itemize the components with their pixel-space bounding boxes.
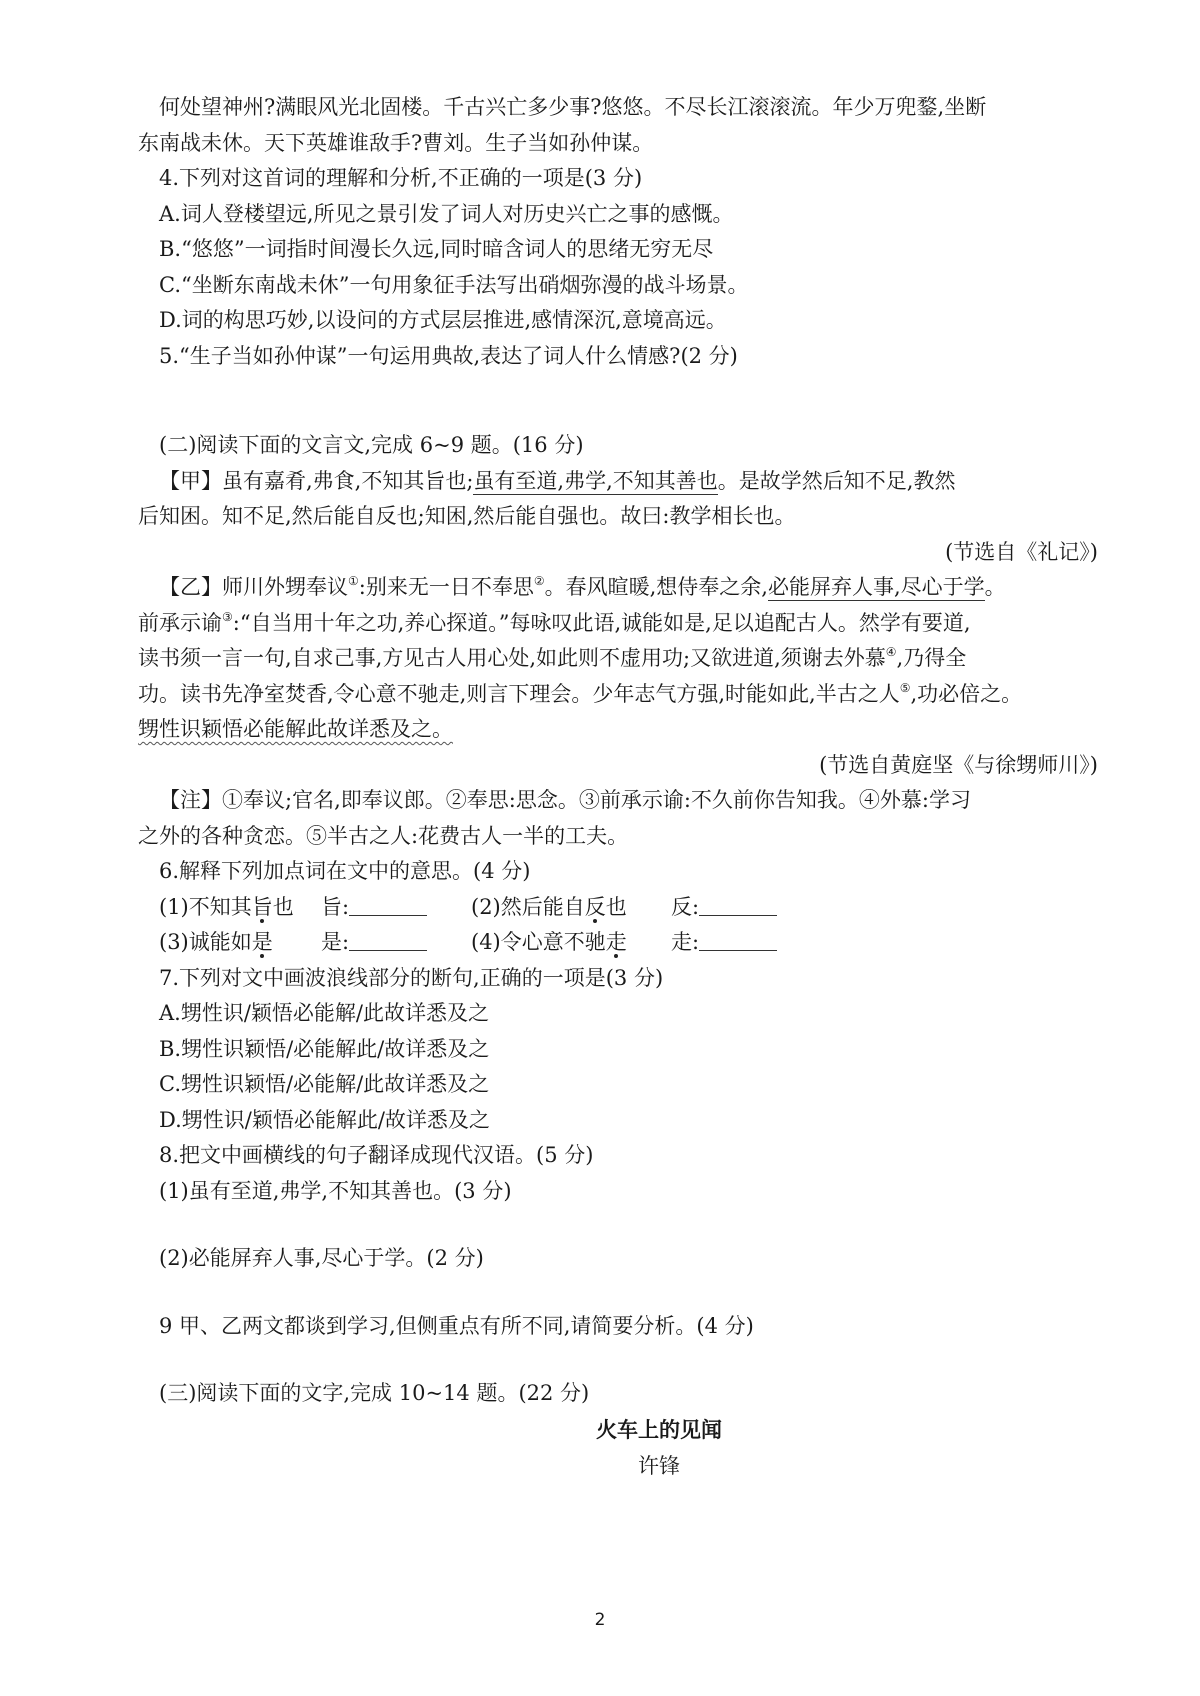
answer-space (138, 374, 1098, 428)
q6-item-4: (4)令心意不驰走 (471, 930, 627, 954)
q6-row-2: (3)诚能如是 是: (4)令心意不驰走 走: (138, 925, 1098, 961)
answer-blank[interactable] (349, 930, 427, 951)
q4-option-b: B.“悠悠”一词指时间漫长久远,同时暗含词人的思绪无穷无尽 (159, 237, 714, 261)
q4-option-a: A.词人登楼望远,所见之景引发了词人对历史兴亡之事的感慨。 (159, 201, 734, 226)
q7-option-a: A.甥性识/颖悟必能解/此故详悉及之 (159, 1001, 489, 1025)
dotted-word: 是 (251, 930, 273, 954)
jia-line-2: 后知困。知不足,然后能自反也;知困,然后能自强也。故曰:教学相长也。 (138, 504, 796, 528)
jia-source: (节选自《礼记》) (945, 539, 1098, 564)
section3-header: (三)阅读下面的文字,完成 10~14 题。(22 分) (159, 1381, 590, 1405)
article-title: 火车上的见闻 (596, 1417, 722, 1442)
jia-line-1: 【甲】虽有嘉肴,弗食,不知其旨也;虽有至道,弗学,不知其善也。是故学然后知不足,教然 (159, 468, 956, 493)
poem-line-2: 东南战未休。天下英雄谁敌手?曹刘。生子当如孙仲谋。 (138, 130, 654, 155)
q7-option-d: D.甥性识/颖悟必能解此/故详悉及之 (159, 1107, 490, 1132)
q7-option-c: C.甥性识颖悟/必能解/此故详悉及之 (159, 1072, 490, 1096)
page-content (138, 90, 1098, 1484)
q9-stem: 9 甲、乙两文都谈到学习,但侧重点有所不同,请简要分析。(4 分) (159, 1313, 754, 1338)
answer-space (138, 1344, 1098, 1376)
section2-header: (二)阅读下面的文言文,完成 6~9 题。(16 分) (159, 433, 584, 457)
answer-blank[interactable] (699, 930, 777, 951)
dotted-word: 旨 (251, 894, 273, 919)
yi-line-1: 【乙】师川外甥奉议①:别来无一日不奉思②。春风暄暖,想侍奉之余,必能屏弃人事,尽心于学。 (159, 574, 1006, 599)
answer-blank[interactable] (699, 895, 777, 916)
q4-option-c: C.“坐断东南战未休”一句用象征手法写出硝烟弥漫的战斗场景。 (159, 272, 749, 297)
answer-blank[interactable] (349, 895, 427, 916)
q5-stem: 5.“生子当如孙仲谋”一句运用典故,表达了词人什么情感?(2 分) (159, 343, 738, 368)
q8-sub-1: (1)虽有至道,弗学,不知其善也。(3 分) (159, 1178, 512, 1203)
q8-sub-2: (2)必能屏弃人事,尽心于学。(2 分) (159, 1246, 484, 1270)
page-number: 2 (594, 1610, 606, 1630)
q4-stem: 4.下列对这首词的理解和分析,不正确的一项是(3 分) (159, 166, 643, 190)
q6-stem: 6.解释下列加点词在文中的意思。(4 分) (159, 859, 531, 883)
notes-line-2: 之外的各种贪恋。⑤半古之人:花费古人一半的工夫。 (138, 823, 629, 848)
yi-source: (节选自黄庭坚《与徐甥师川》) (819, 752, 1098, 777)
q6-row-1: (1)不知其旨也 旨: (2)然后能自反也 反: (138, 890, 1098, 926)
q6-item-2: (2)然后能自反也 (471, 894, 627, 919)
yi-wavy-sentence: 甥性识颖悟必能解此故详悉及之。 (138, 717, 453, 741)
notes-line-1: 【注】①奉议;官名,即奉议郎。②奉思:思念。③前承示谕:不久前你告知我。④外慕:学习 (159, 788, 971, 812)
yi-line-5 (138, 712, 1098, 748)
answer-space (138, 1277, 1098, 1309)
yi-underlined-sentence: 必能屏弃人事,尽心于学 (767, 575, 985, 599)
article-author: 许锋 (638, 1453, 680, 1478)
q6-item-3: (3)诚能如是 (159, 930, 273, 954)
q8-stem: 8.把文中画横线的句子翻译成现代汉语。(5 分) (159, 1143, 594, 1167)
yi-line-4: 功。读书先净室焚香,令心意不驰走,则言下理会。少年志气方强,时能如此,半古之人⑤,功必倍之。 (138, 680, 1023, 706)
yi-line-2: 前承示谕③:“自当用十年之功,养心探道。”每咏叹此语,诚能如是,足以追配古人。然学有要道, (138, 609, 971, 635)
q6-item-1: (1)不知其旨也 (159, 894, 294, 919)
q7-stem: 7.下列对文中画波浪线部分的断句,正确的一项是(3 分) (159, 965, 664, 990)
yi-line-3: 读书须一言一句,自求己事,方见古人用心处,如此则不虚用功;又欲进道,须谢去外慕④,乃得全 (138, 645, 967, 670)
dotted-word: 反 (584, 894, 606, 919)
jia-underlined-sentence: 虽有至道,弗学,不知其善也 (473, 468, 718, 493)
q4-option-d: D.词的构思巧妙,以设问的方式层层推进,感情深沉,意境高远。 (159, 308, 727, 332)
q7-option-b: B.甥性识颖悟/必能解此/故详悉及之 (159, 1036, 490, 1061)
answer-space (138, 1209, 1098, 1241)
poem-line-1: 何处望神州?满眼风光北固楼。千古兴亡多少事?悠悠。不尽长江滚滚流。年少万兜鍪,坐断 (159, 95, 987, 119)
dotted-word: 走 (605, 930, 627, 954)
